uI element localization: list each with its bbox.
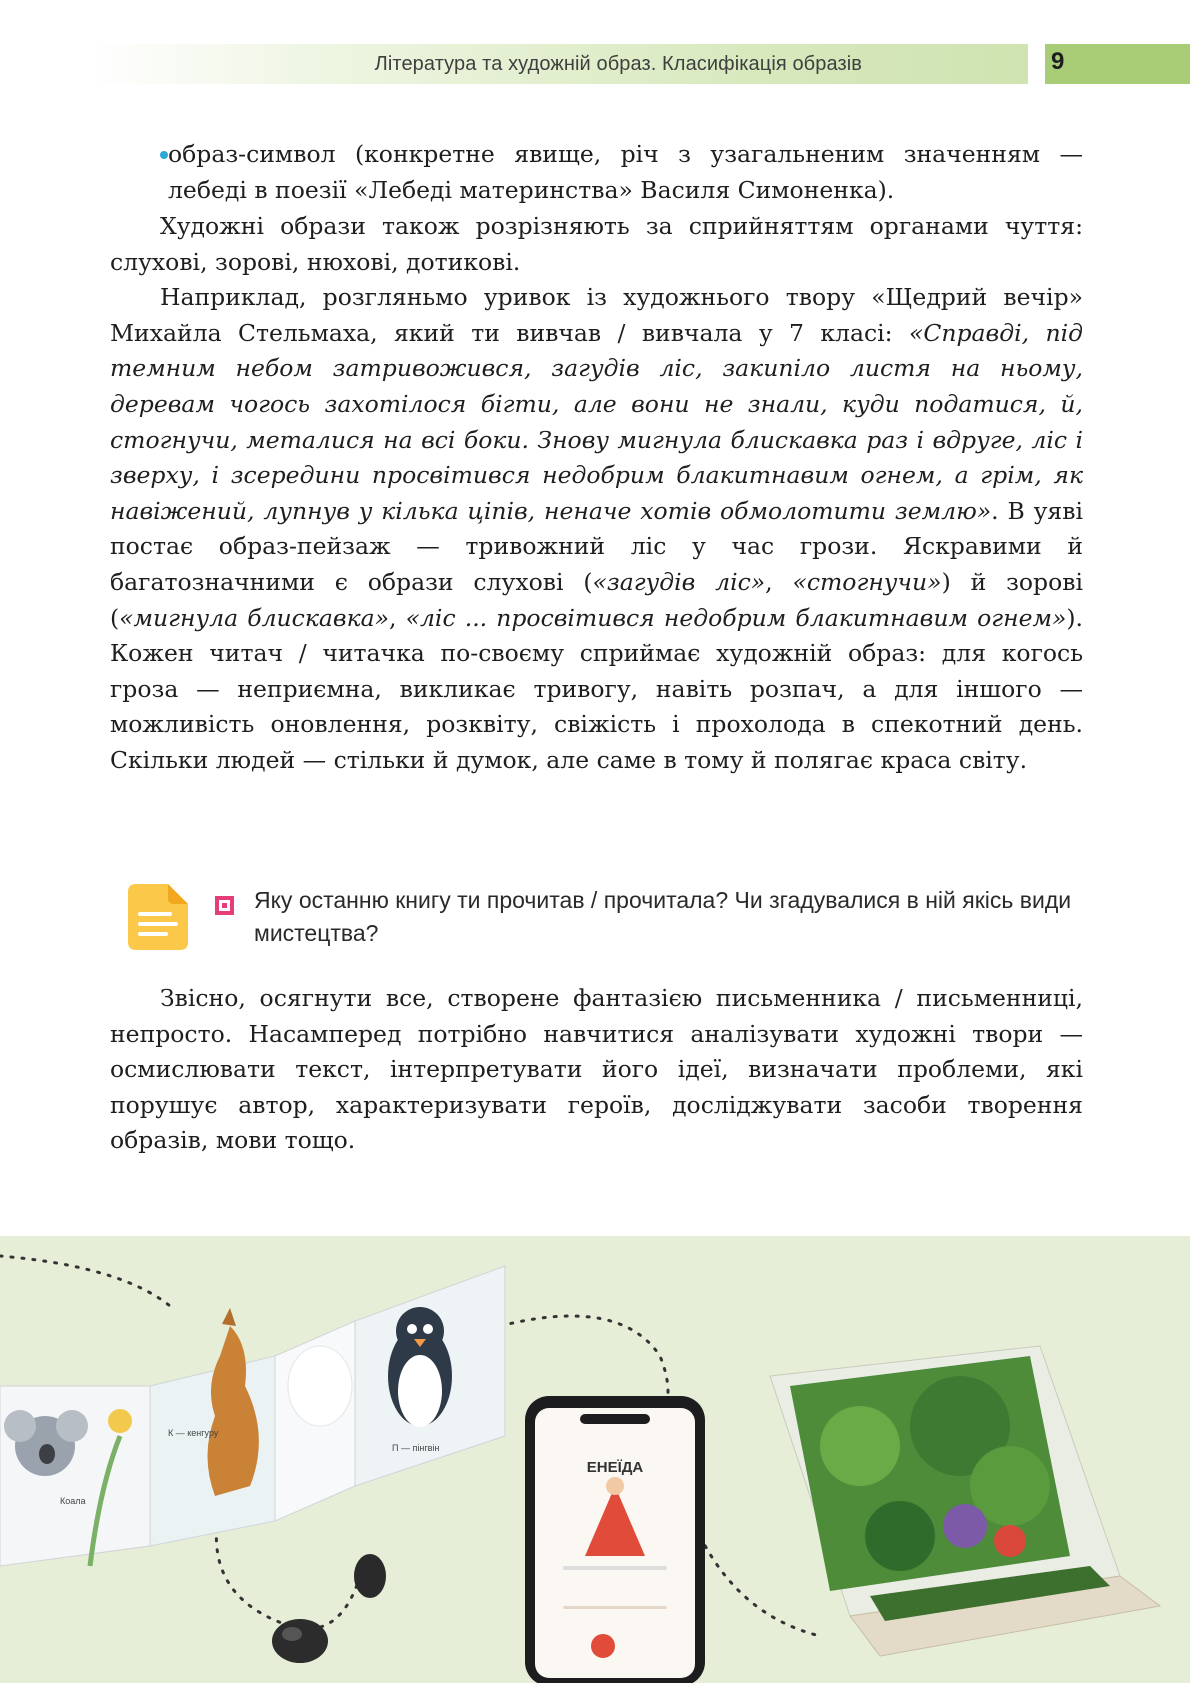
bullet-text: образ-символ (конкретне явище, річ з узагальненим значенням — лебеді в поезії «Лебеді материнства» Василя Симоненка). (168, 140, 1083, 204)
popup-book-image (770, 1346, 1160, 1656)
bullet-item (110, 137, 1083, 208)
earbuds-image (272, 1554, 386, 1663)
phone-book-title: ЕНЕЇДА (586, 1459, 644, 1476)
paragraph-example: Наприклад, розгляньмо уривок із художнього твору «Щедрий вечір» Михайла Стельмаха, який ти вивчав / вивчала у 7 класі: «Справді, під темним небом затривожився, загудів ліс, закипіло листя на ньому, деревам чогось захотілося бігти, але вони не знали, куди податися, й, стогнучи, металися на всі боки. Знову мигнула блискавка раз і вдруге, ліс і зверху, і зсередини просвітився недобрим блакитнавим огнем, а грім, як навіжений, лупнув у кілька ціпів, неначе хотів обмолотити землю». В уяві постає образ-пейзаж — тривожний ліс у час грози. Яскравими й багатозначними є образи слухові («загудів ліс», «стогнучи») й зорові («мигнула блискавка», «ліс ... просвітився недобрим блакитнавим огнем»). Кожен читач / читачка по-своєму сприймає художній образ: для когось гроза — неприємна, викликає тривогу, навіть розпач, а для іншого — можливість оновлення, розквіту, свіжість і прохолода в спекотний день. Скільки людей — стільки й думок, але саме в тому й полягає краса світу. (110, 283, 1083, 774)
question-box (128, 884, 1088, 954)
paragraph-analysis: Звісно, осягнути все, створене фантазією письменника / письменниці, непросто. Насамперед потрібно навчитися аналізувати художні твори — осмислювати текст, інтерпретувати його ідеї, визначати проблеми, які порушує автор, характеризувати героїв, досліджувати засоби творення образів, мови тощо. (110, 984, 1083, 1155)
note-icon (128, 884, 190, 950)
closing-text (110, 981, 1083, 1159)
header-bar (90, 44, 1028, 84)
question-marker-icon (215, 896, 234, 915)
book-label-koala: Коала (60, 1496, 86, 1506)
main-text (110, 209, 1083, 779)
quote-stelmakh: «Справді, під темним небом затривожився, загудів ліс, закипіло листя на ньому, деревам чогось захотілося бігти, але вони не знали, куди податися, й, стогнучи, металися на всі боки. Знову мигнула блискавка раз і вдруге, ліс і зверху, і зсередини просвітився недобрим блакитнавим огнем, а грім, як навіжений, лупнув у кілька ціпів, неначе хотів обмолотити землю» (110, 318, 1083, 525)
page-header (0, 44, 1190, 84)
page-number: 9 (1045, 44, 1190, 84)
illustration-art (0, 1236, 1190, 1683)
books-illustration (0, 1236, 1190, 1683)
bullet-dot-icon (160, 151, 168, 159)
question-text: Яку останню книгу ти прочитав / прочитала? Чи згадувалися в ній якісь види мистецтва? (254, 887, 1072, 946)
smartphone-image (525, 1396, 705, 1683)
header-title: Література та художній образ. Класифікація образів (374, 53, 862, 75)
baby-book-image (0, 1266, 505, 1566)
book-label-kangaroo: К — кенгуру (168, 1428, 219, 1438)
book-label-penguin: П — пінгвін (392, 1443, 440, 1453)
paragraph-senses: Художні образи також розрізняють за сприйняттям органами чуття: слухові, зорові, нюхові, дотикові. (110, 212, 1083, 276)
